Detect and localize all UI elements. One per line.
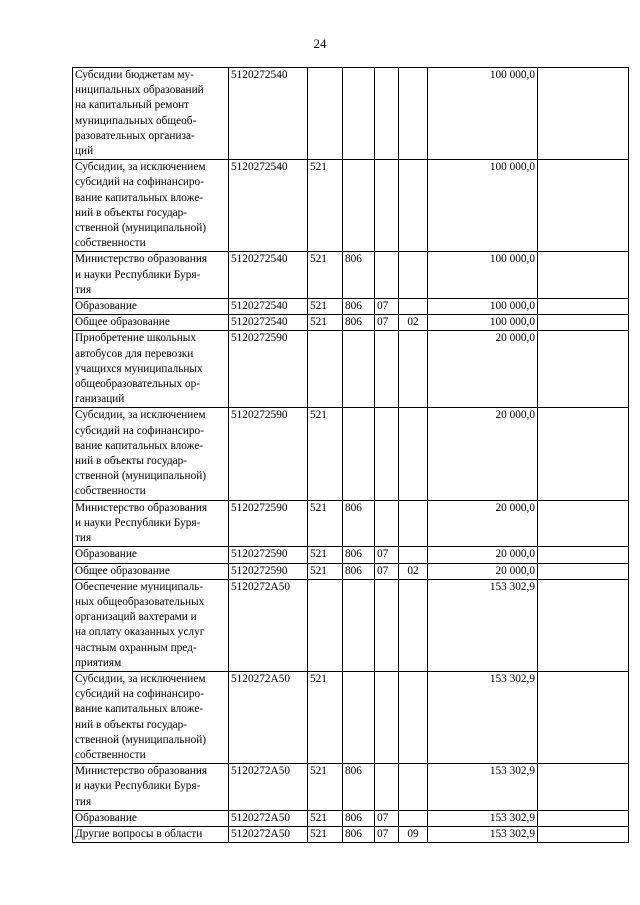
row-extra-empty [538, 547, 629, 563]
table-row [73, 252, 629, 299]
row-col-1: 521 [308, 500, 343, 547]
row-amount: 20 000,0 [428, 408, 538, 500]
row-col-4: 02 [399, 315, 428, 331]
row-name: Субсидии, за исключением субсидий на софинансиро- вание капитальных вложе- ний в объекты государ- ственной (муниципальной) собственности [73, 160, 229, 252]
row-col-2: 806 [343, 547, 375, 563]
row-col-1 [308, 579, 343, 671]
row-col-2 [343, 68, 375, 160]
row-col-2: 806 [343, 563, 375, 579]
row-col-4 [399, 764, 428, 811]
row-extra-empty [538, 160, 629, 252]
row-col-3 [375, 331, 399, 408]
row-amount: 100 000,0 [428, 252, 538, 299]
row-extra-empty [538, 331, 629, 408]
row-col-1: 521 [308, 826, 343, 842]
table-row [73, 68, 629, 160]
row-col-1: 521 [308, 547, 343, 563]
row-col-3 [375, 579, 399, 671]
row-col-1: 521 [308, 408, 343, 500]
row-col-2: 806 [343, 299, 375, 315]
row-col-4 [399, 547, 428, 563]
row-code: 5120272590 [229, 331, 308, 408]
row-name: Образование [73, 299, 229, 315]
row-col-3 [375, 500, 399, 547]
row-col-1 [308, 331, 343, 408]
row-col-4: 02 [399, 563, 428, 579]
row-col-2: 806 [343, 500, 375, 547]
row-col-3: 07 [375, 826, 399, 842]
row-col-4 [399, 68, 428, 160]
row-extra-empty [538, 563, 629, 579]
row-col-4 [399, 252, 428, 299]
row-name: Субсидии, за исключением субсидий на софинансиро- вание капитальных вложе- ний в объекты государ- ственной (муниципальной) собственности [73, 671, 229, 763]
row-amount: 20 000,0 [428, 563, 538, 579]
row-extra-empty [538, 500, 629, 547]
row-extra-empty [538, 299, 629, 315]
row-amount: 100 000,0 [428, 315, 538, 331]
row-code: 5120272590 [229, 563, 308, 579]
row-name: Общее образование [73, 315, 229, 331]
row-name: Министерство образования и науки Республики Буря- тия [73, 252, 229, 299]
row-extra-empty [538, 764, 629, 811]
row-code: 5120272590 [229, 408, 308, 500]
budget-table [72, 67, 629, 843]
row-name: Обеспечение муниципаль- ных общеобразовательных организаций вахтерами и на оплату оказанных услуг частным охранным пред- приятиям [73, 579, 229, 671]
table-row [73, 826, 629, 842]
table-row [73, 331, 629, 408]
row-name: Приобретение школьных автобусов для перевозки учащихся муниципальных общеобразовательных ор- ганизаций [73, 331, 229, 408]
row-code: 5120272540 [229, 252, 308, 299]
row-col-2 [343, 331, 375, 408]
row-col-2 [343, 579, 375, 671]
row-name: Министерство образования и науки Республики Буря- тия [73, 500, 229, 547]
row-col-2: 806 [343, 315, 375, 331]
row-col-2: 806 [343, 810, 375, 826]
row-name: Министерство образования и науки Республики Буря- тия [73, 764, 229, 811]
row-amount: 153 302,9 [428, 826, 538, 842]
table-row [73, 579, 629, 671]
row-col-2: 806 [343, 252, 375, 299]
row-col-4 [399, 500, 428, 547]
row-amount: 20 000,0 [428, 331, 538, 408]
table-row [73, 315, 629, 331]
row-amount: 153 302,9 [428, 764, 538, 811]
row-col-3 [375, 408, 399, 500]
row-col-1: 521 [308, 160, 343, 252]
row-amount: 153 302,9 [428, 671, 538, 763]
row-amount: 100 000,0 [428, 299, 538, 315]
row-col-4 [399, 160, 428, 252]
table-row [73, 160, 629, 252]
row-col-2: 806 [343, 764, 375, 811]
row-amount: 20 000,0 [428, 547, 538, 563]
row-extra-empty [538, 810, 629, 826]
row-code: 5120272590 [229, 547, 308, 563]
row-amount: 153 302,9 [428, 579, 538, 671]
row-code: 5120272590 [229, 500, 308, 547]
row-extra-empty [538, 68, 629, 160]
row-name: Другие вопросы в области [73, 826, 229, 842]
row-col-2 [343, 671, 375, 763]
row-code: 5120272A50 [229, 810, 308, 826]
row-col-1: 521 [308, 563, 343, 579]
row-amount: 20 000,0 [428, 500, 538, 547]
row-col-1: 521 [308, 299, 343, 315]
row-col-3: 07 [375, 547, 399, 563]
row-col-2 [343, 408, 375, 500]
page-number: 24 [313, 36, 327, 51]
row-col-3 [375, 160, 399, 252]
row-amount: 153 302,9 [428, 810, 538, 826]
row-col-1: 521 [308, 315, 343, 331]
row-col-4 [399, 810, 428, 826]
table-row [73, 547, 629, 563]
row-col-4 [399, 299, 428, 315]
row-col-3 [375, 764, 399, 811]
row-code: 5120272540 [229, 315, 308, 331]
table-row [73, 671, 629, 763]
row-code: 5120272540 [229, 68, 308, 160]
row-name: Субсидии, за исключением субсидий на софинансиро- вание капитальных вложе- ний в объекты государ- ственной (муниципальной) собственности [73, 408, 229, 500]
table-row [73, 299, 629, 315]
row-col-3: 07 [375, 299, 399, 315]
row-col-4 [399, 671, 428, 763]
row-col-2 [343, 160, 375, 252]
row-extra-empty [538, 579, 629, 671]
row-code: 5120272540 [229, 160, 308, 252]
table-row [73, 563, 629, 579]
row-col-1: 521 [308, 671, 343, 763]
row-col-4: 09 [399, 826, 428, 842]
row-code: 5120272A50 [229, 764, 308, 811]
row-code: 5120272A50 [229, 826, 308, 842]
row-extra-empty [538, 671, 629, 763]
row-col-3 [375, 68, 399, 160]
table-row [73, 500, 629, 547]
row-name: Общее образование [73, 563, 229, 579]
row-name: Образование [73, 810, 229, 826]
table-row [73, 408, 629, 500]
row-col-3 [375, 671, 399, 763]
row-extra-empty [538, 315, 629, 331]
row-extra-empty [538, 252, 629, 299]
row-amount: 100 000,0 [428, 68, 538, 160]
row-extra-empty [538, 826, 629, 842]
row-name: Субсидии бюджетам му- ниципальных образований на капитальный ремонт муниципальных общеоб- разовательных организа- ций [73, 68, 229, 160]
row-col-1: 521 [308, 810, 343, 826]
table-row [73, 764, 629, 811]
row-col-1 [308, 68, 343, 160]
row-col-1: 521 [308, 252, 343, 299]
row-code: 5120272A50 [229, 671, 308, 763]
row-amount: 100 000,0 [428, 160, 538, 252]
row-name: Образование [73, 547, 229, 563]
row-col-4 [399, 408, 428, 500]
row-col-4 [399, 331, 428, 408]
row-col-3: 07 [375, 810, 399, 826]
row-extra-empty [538, 408, 629, 500]
table-row [73, 810, 629, 826]
row-col-2: 806 [343, 826, 375, 842]
row-col-3: 07 [375, 315, 399, 331]
row-col-3: 07 [375, 563, 399, 579]
row-code: 5120272540 [229, 299, 308, 315]
row-col-1: 521 [308, 764, 343, 811]
row-code: 5120272A50 [229, 579, 308, 671]
row-col-4 [399, 579, 428, 671]
row-col-3 [375, 252, 399, 299]
